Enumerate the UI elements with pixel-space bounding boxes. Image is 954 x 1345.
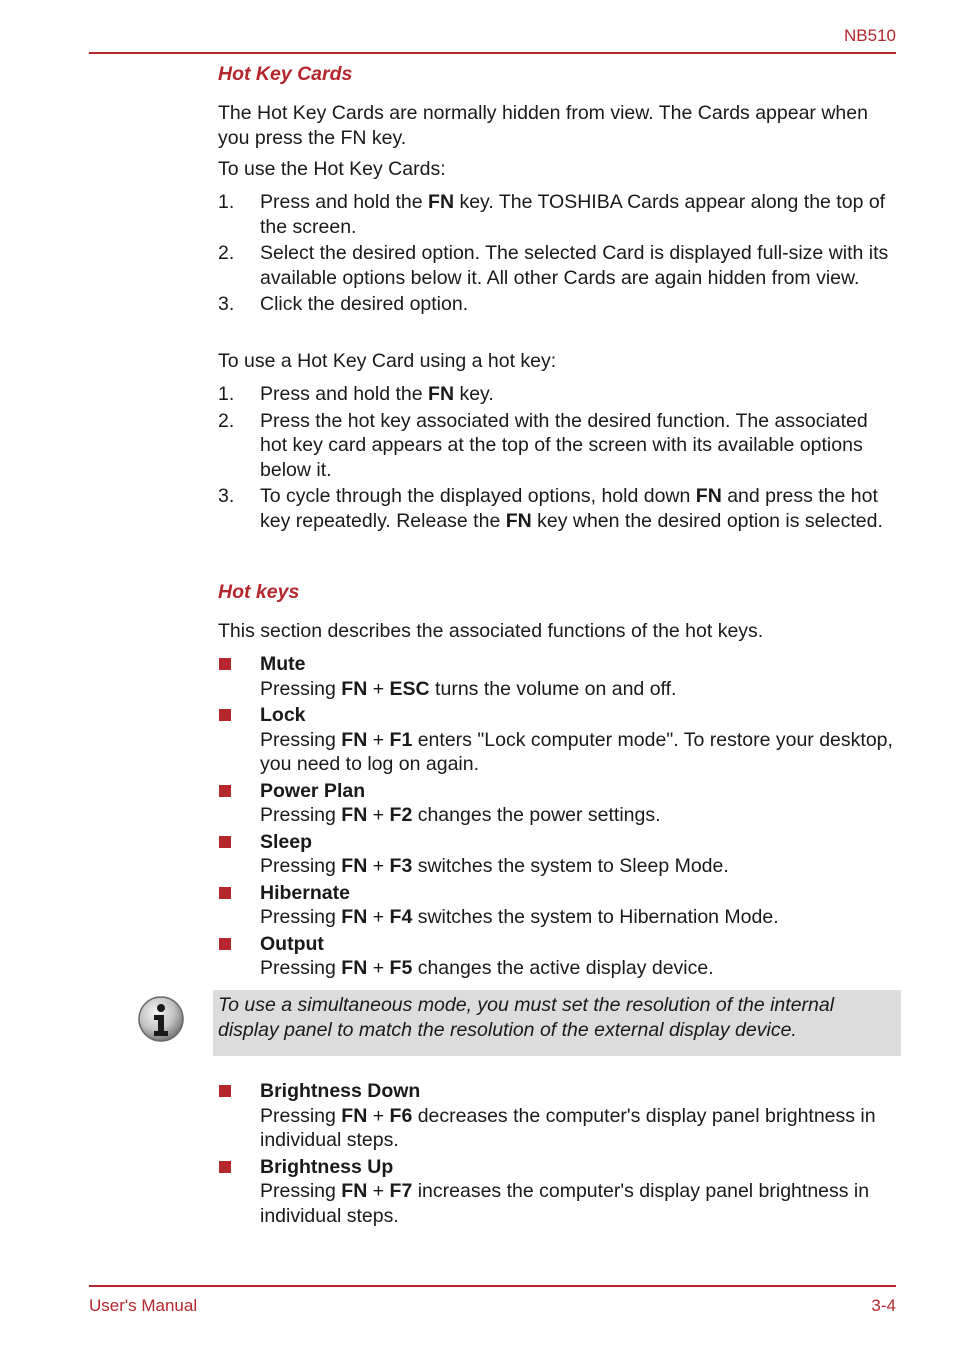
note-text: To use a simultaneous mode, you must set the resolution of the internal display panel to match the resolution of the external display device. <box>218 994 835 1041</box>
list-number: 2. <box>218 242 235 264</box>
paragraph-intro: The Hot Key Cards are normally hidden from view. The Cards appear when you press the FN key. <box>218 102 868 149</box>
hotkey-title: Hibernate <box>260 881 350 904</box>
hotkey-desc: Pressing FN + F3 switches the system to Sleep Mode. <box>260 855 729 877</box>
list-item <box>218 703 898 777</box>
list-number: 1. <box>218 191 235 213</box>
square-bullet-icon <box>218 779 260 828</box>
list-item <box>218 652 898 701</box>
list-item <box>218 1155 898 1229</box>
numbered-list-hotkey-steps <box>218 382 898 535</box>
hotkey-title: Sleep <box>260 830 313 853</box>
hotkey-title: Brightness Down <box>260 1080 421 1102</box>
square-bullet-icon <box>218 703 260 777</box>
note-box <box>213 990 901 1056</box>
paragraph-use-intro: To use the Hot Key Cards: <box>218 158 446 180</box>
footer-rule <box>89 1285 896 1287</box>
list-item <box>218 881 898 930</box>
header-model: NB510 <box>844 26 896 45</box>
list-item <box>218 382 898 407</box>
hotkey-title: Mute <box>260 653 306 675</box>
footer-title: User's Manual <box>89 1296 198 1315</box>
hotkey-title: Output <box>260 932 324 955</box>
bullet-list-brightness <box>218 1079 898 1230</box>
list-text: Press and hold the FN key. The TOSHIBA Cards appear along the top of the screen. <box>260 191 886 238</box>
page-number: 3-4 <box>871 1296 896 1315</box>
hotkey-desc: Pressing FN + ESC turns the volume on and off. <box>260 677 677 700</box>
bullet-list-hot-keys <box>218 652 898 983</box>
hotkey-desc: Pressing FN + F2 changes the power settings. <box>260 804 661 826</box>
list-number: 2. <box>218 409 235 432</box>
list-item <box>218 1079 898 1153</box>
list-text: Click the desired option. <box>260 293 469 315</box>
section-heading-hot-key-cards: Hot Key Cards <box>218 63 353 85</box>
paragraph-hotkey-intro: To use a Hot Key Card using a hot key: <box>218 350 557 372</box>
hotkey-desc: Pressing FN + F4 switches the system to Hibernation Mode. <box>260 906 779 928</box>
list-text: To cycle through the displayed options, hold down FN and press the hot key repeatedly. Release the FN key when the desired option is selected. <box>260 485 883 532</box>
hotkey-desc: Pressing FN + F1 enters "Lock computer mode". To restore your desktop, you need to log on again. <box>260 728 893 775</box>
list-item <box>218 241 898 290</box>
square-bullet-icon <box>218 830 260 879</box>
list-item <box>218 409 898 483</box>
list-item <box>218 484 898 533</box>
hotkey-desc: Pressing FN + F7 increases the computer's display panel brightness in individual steps. <box>260 1180 870 1227</box>
list-text: Press the hot key associated with the desired function. The associated hot key card appears at the top of the screen with its available options below it. <box>260 409 868 481</box>
header-rule <box>89 52 896 54</box>
list-item <box>218 190 898 239</box>
list-text: Select the desired option. The selected Card is displayed full-size with its available options below it. All other Cards are again hidden from view. <box>260 242 889 289</box>
list-number: 1. <box>218 383 235 405</box>
hotkey-title: Brightness Up <box>260 1155 394 1178</box>
hotkey-desc: Pressing FN + F5 changes the active display device. <box>260 957 714 979</box>
list-item <box>218 779 898 828</box>
section-heading-hot-keys: Hot keys <box>218 581 300 603</box>
hotkey-desc: Pressing FN + F6 decreases the computer's display panel brightness in individual steps. <box>260 1104 876 1151</box>
list-number: 3. <box>218 485 235 507</box>
list-item <box>218 292 898 317</box>
square-bullet-icon <box>218 1079 260 1153</box>
square-bullet-icon <box>218 652 260 701</box>
square-bullet-icon <box>218 932 260 981</box>
list-number: 3. <box>218 293 235 315</box>
paragraph-hot-keys-intro: This section describes the associated functions of the hot keys. <box>218 620 764 642</box>
numbered-list-steps <box>218 190 898 319</box>
hotkey-title: Lock <box>260 704 306 726</box>
list-item <box>218 830 898 879</box>
hotkey-title: Power Plan <box>260 779 366 802</box>
square-bullet-icon <box>218 881 260 930</box>
list-item <box>218 932 898 981</box>
list-text: Press and hold the FN key. <box>260 383 494 405</box>
info-icon <box>137 995 185 1043</box>
square-bullet-icon <box>218 1155 260 1229</box>
